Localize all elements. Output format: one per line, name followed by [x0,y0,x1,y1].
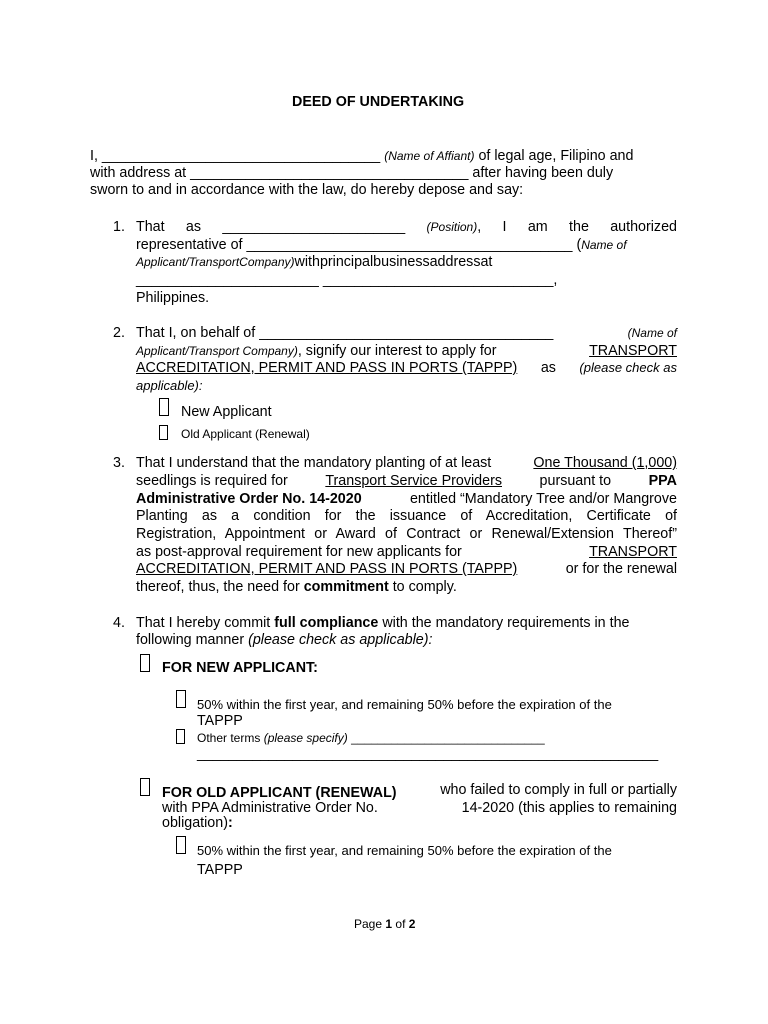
item4-text: with the mandatory requirements in the [382,615,630,631]
intro-text: with address at ___________________________________ [90,165,469,181]
new-option-50-line-2: TAPPP [197,713,243,729]
item1-word: am [527,219,548,235]
item2-line-3 [136,360,677,376]
old-applicant-heading: FOR OLD APPLICANT (RENEWAL) [162,785,397,801]
document-title: DEED OF UNDERTAKING [292,94,465,110]
item3-text: to comply. [392,579,457,595]
item3-line-5: Registration, Appointment or Award of Contract or Renewal/Extension Thereof” [136,526,677,542]
item3-text: That I understand that the mandatory planting of at least [136,455,492,471]
new-applicant-checkbox[interactable] [159,398,169,416]
old-option-50-checkbox[interactable] [176,836,186,854]
item-number: 3. [113,455,125,471]
item1-line-3 [136,254,492,270]
position-hint: (Position) [426,220,478,234]
name-of-hint: (Name of [627,326,677,340]
one-thousand-text: One Thousand (1,000) [533,455,677,471]
new-option-50-line-1: 50% within the first year, and remaining 50% before the expiration of the [197,697,612,712]
tsp-text: Transport Service Providers [325,473,502,489]
check-hint: applicable): [136,378,203,393]
old-applicant-right-2: 14-2020 (this applies to remaining [461,800,677,816]
intro-line-2 [90,165,613,181]
tappp-text: ACCREDITATION, PERMIT AND PASS IN PORTS (TAPPP) [136,561,518,577]
item1-address-blank: _______________________ _____________________________, [136,272,558,288]
item3-line-2 [136,473,677,489]
new-option-50-checkbox[interactable] [176,690,186,708]
item3-text: pursuant to [539,473,612,489]
old-applicant-checkbox[interactable] [159,424,168,442]
other-terms-label: Other terms [197,731,261,745]
item3-line-3 [136,491,677,507]
item3-text: seedlings is required for [136,473,288,489]
item1-word: authorized [610,219,677,235]
page-of: of [395,917,406,931]
item1-word: That [136,219,165,235]
intro-line-1 [90,148,633,164]
item3-line-4: Planting as a condition for the issuance of Accreditation, Certificate of [136,508,677,524]
intro-text: I, ___________________________________ [90,148,381,164]
intro-text: after having been duly [472,165,614,181]
other-terms-blank: _____________________________ [351,731,545,745]
item3-text: or for the renewal [565,561,677,577]
item1-text: representative of _________________________________________ ( [136,237,582,253]
item1-text: withprincipalbusinessaddressat [294,254,493,270]
item3-text: entitled “Mandatory Tree and/or Mangrove [409,491,677,507]
item2-text: , signify our interest to apply for [297,343,497,359]
old-applicant-commit-checkbox[interactable] [140,778,150,796]
tappp-text: TRANSPORT [589,343,677,359]
old-applicant-right-1: who failed to comply in full or partially [440,782,677,798]
page-number [354,917,415,931]
old-applicant-line-3 [162,815,233,831]
item1-line-1 [136,219,677,235]
item3-line-8 [136,579,457,595]
item3-text: thereof, thus, the need for [136,579,300,595]
colon: : [227,815,233,831]
item1-word: the [569,219,589,235]
specify-hint: (please specify) [263,731,348,745]
item4-text: following manner [136,632,245,648]
item2-text: as [540,360,556,376]
ppa-text: PPA [648,473,677,489]
item3-text: as post-approval requirement for new applicants for [136,544,462,560]
name-of-company-hint: Name of [581,238,627,252]
position-blank: _______________________ [222,219,406,235]
new-applicant-label: New Applicant [181,404,272,420]
other-terms-line: __________________________________________________________ [197,746,659,762]
item4-line-1 [136,615,629,631]
page-label: Page [354,917,383,931]
name-of-affiant-hint: (Name of Affiant) [384,149,475,163]
item1-line-2 [136,237,627,253]
item1-word: , [477,219,482,235]
old-applicant-line-2 [162,800,414,816]
item-number: 2. [113,325,125,341]
old-option-50-line-1: 50% within the first year, and remaining 50% before the expiration of the [197,843,612,858]
new-option-other-line [197,731,545,745]
page-total: 2 [408,917,416,931]
item1-word: I [502,219,507,235]
new-applicant-heading: FOR NEW APPLICANT: [162,660,318,676]
item4-text: That I hereby commit [136,615,271,631]
item2-text: That I, on behalf of _____________________________________ [136,325,554,341]
old-option-50-line-2: TAPPP [197,862,243,878]
ao-text: Administrative Order No. 14-2020 [136,491,362,507]
item1-line-5: Philippines. [136,290,210,306]
check-hint: (please check as [579,360,677,375]
old-applicant-label: Old Applicant (Renewal) [181,427,310,441]
item4-line-2 [136,632,432,648]
item2-line-2 [136,343,677,359]
company-hint: Applicant/Transport Company) [136,344,298,358]
item3-line-7 [136,561,677,577]
commitment-text: commitment [303,579,389,595]
new-applicant-commit-checkbox[interactable] [140,654,150,672]
new-option-other-checkbox[interactable] [176,728,185,746]
item-number: 1. [113,219,125,235]
intro-text: of legal age, Filipino and [478,148,634,164]
company-hint: Applicant/TransportCompany) [136,255,295,269]
item1-word: as [185,219,202,235]
tappp-text: TRANSPORT [589,544,677,560]
tappp-text: ACCREDITATION, PERMIT AND PASS IN PORTS (TAPPP) [136,360,518,376]
item-number: 4. [113,615,125,631]
page-current: 1 [385,917,393,931]
item2-line-1 [136,325,677,341]
obligation-text: obligation) [162,815,228,831]
intro-line-3: sworn to and in accordance with the law, do hereby depose and say: [90,182,524,198]
old-applicant-text: with PPA Administrative Order No. [162,800,378,816]
check-hint: (please check as applicable): [248,632,433,648]
full-compliance-text: full compliance [274,615,379,631]
item3-line-6 [136,544,677,560]
item3-line-1 [136,455,677,471]
